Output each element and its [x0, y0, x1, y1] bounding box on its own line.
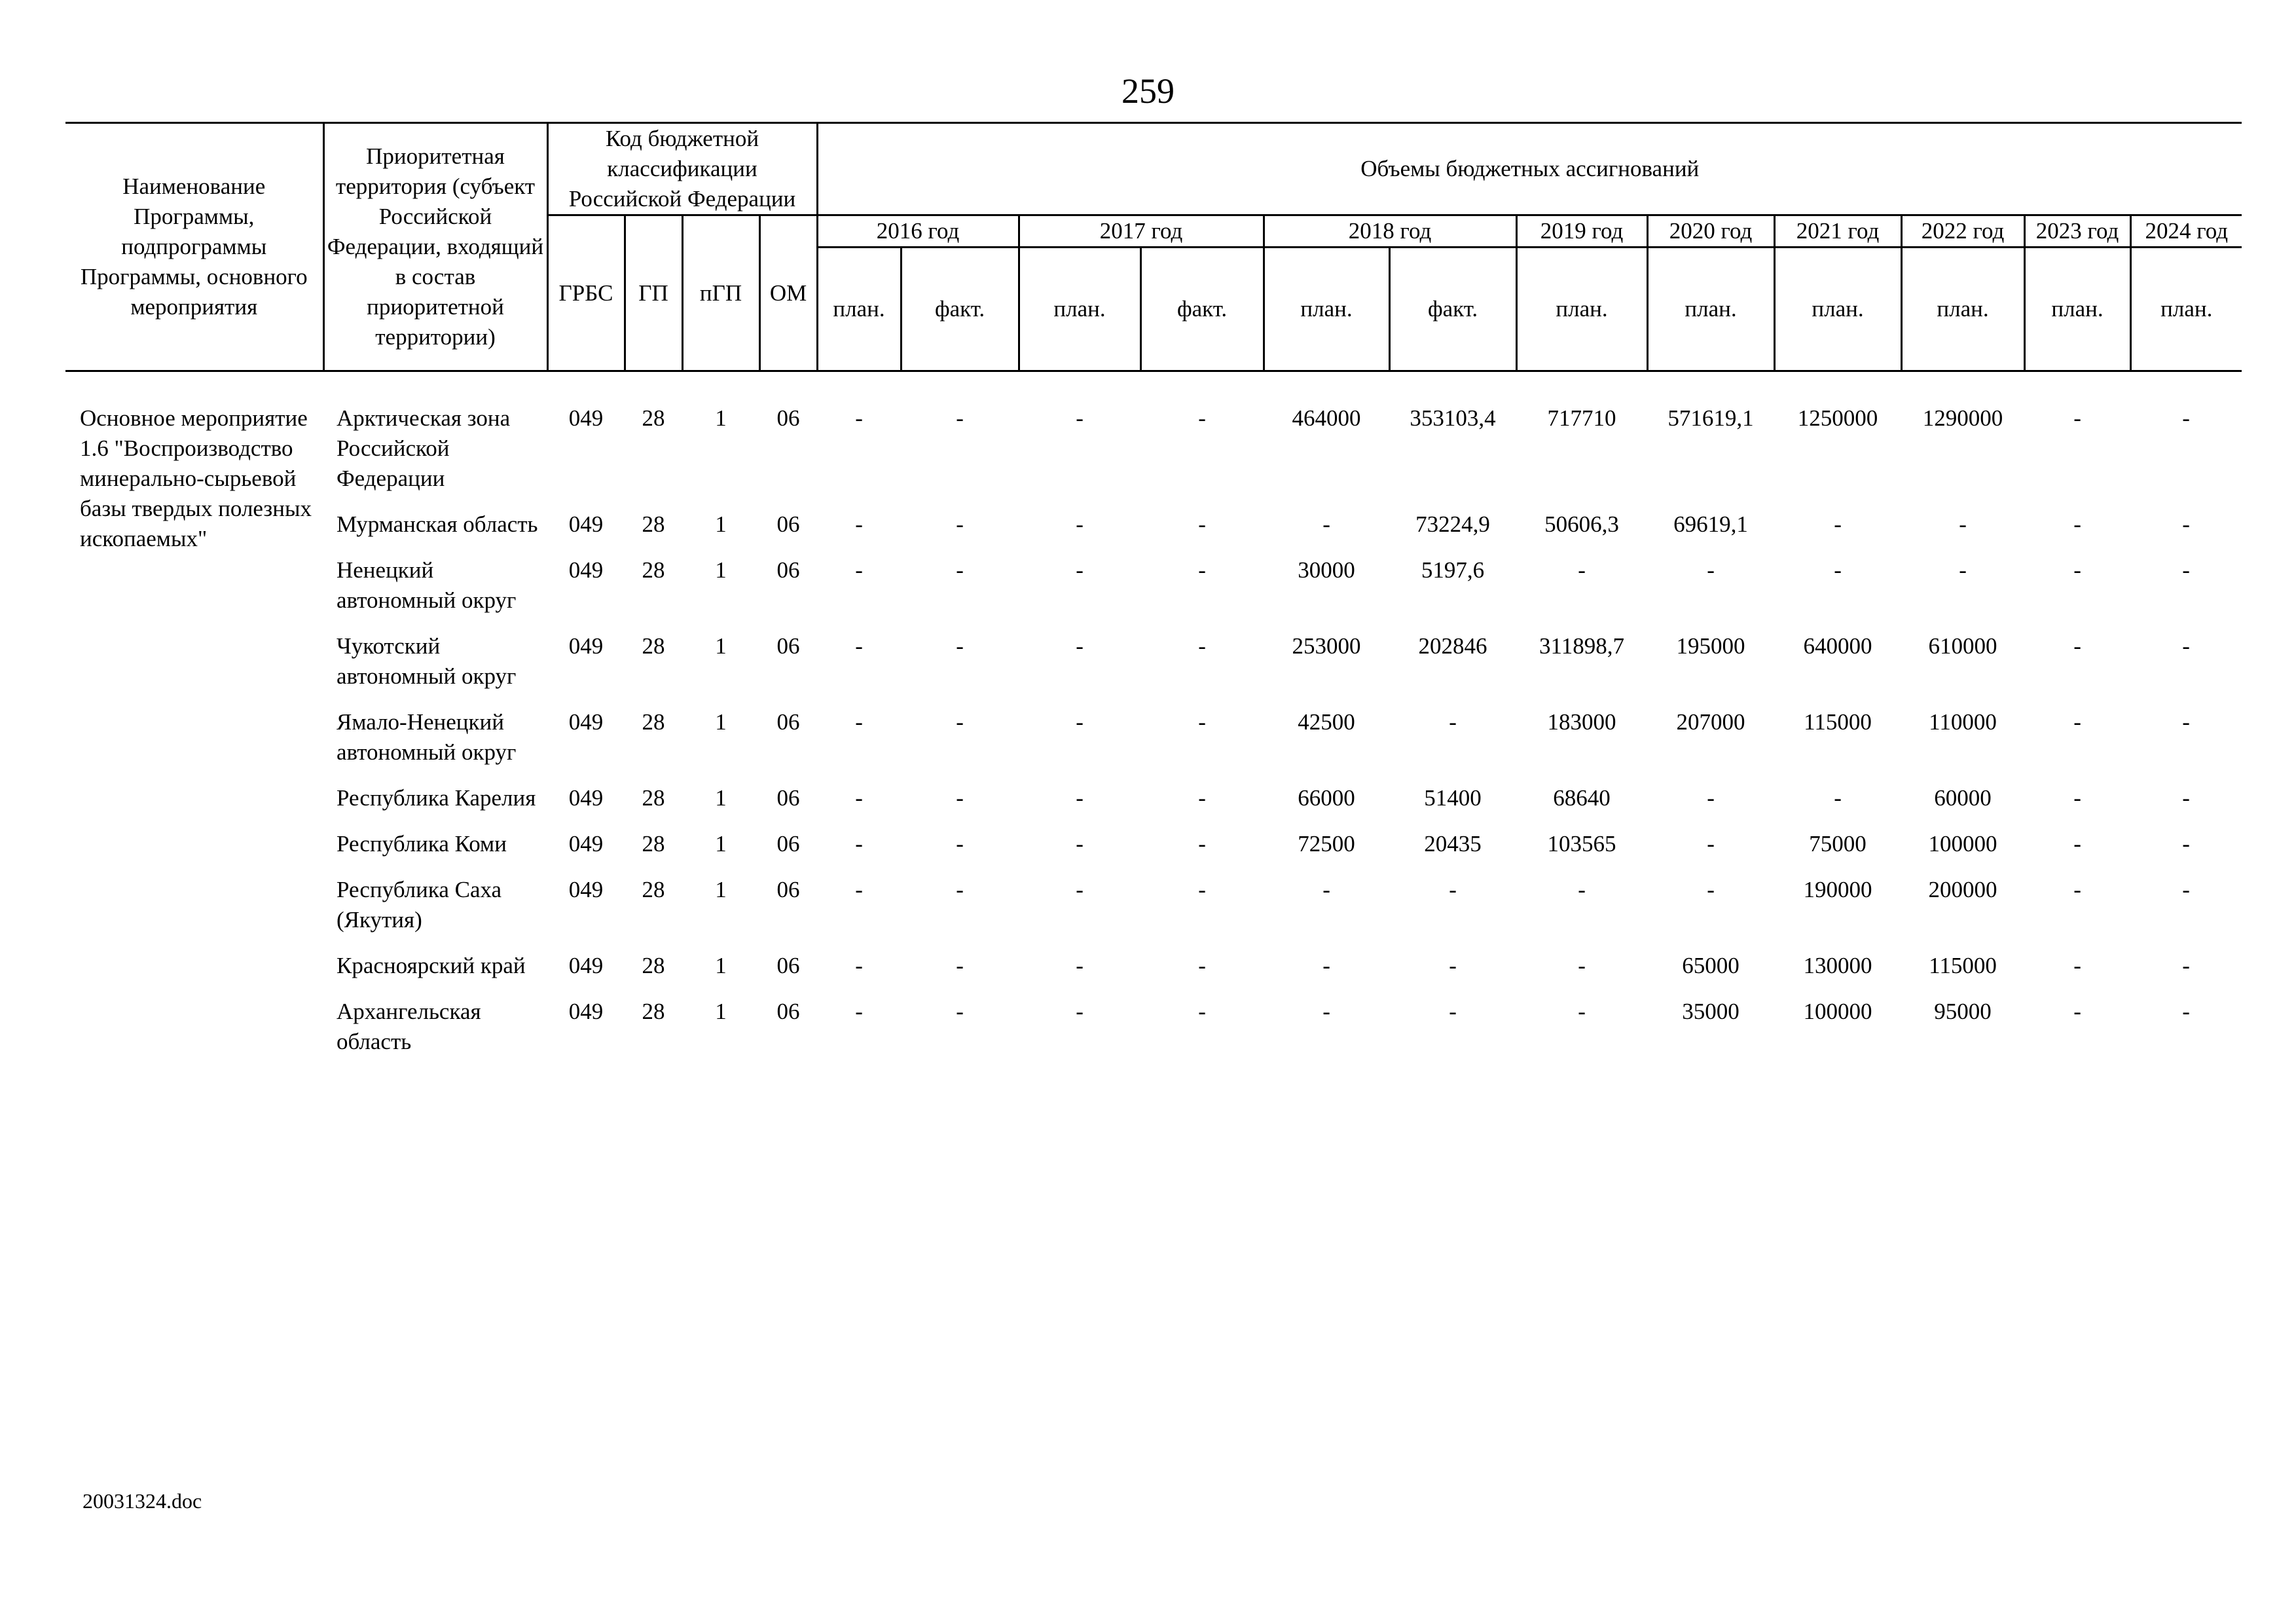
header-year-2024: 2024 год	[2130, 215, 2242, 248]
value-cell: 5197,6	[1421, 557, 1485, 583]
value-cell: 130000	[1803, 953, 1872, 978]
value-cell: 30000	[1298, 557, 1355, 583]
pgp-cell: 1	[715, 999, 727, 1024]
territory-cell: Красноярский край	[337, 953, 526, 978]
om-cell: 06	[776, 999, 800, 1024]
value-cell: 115000	[1929, 953, 1997, 978]
header-om: ОМ	[759, 215, 817, 371]
value-cell: -	[2073, 405, 2081, 431]
value-cell: -	[1076, 633, 1084, 659]
header-2019-plan: план.	[1516, 248, 1647, 371]
pgp-cell: 1	[715, 785, 727, 811]
value-cell: 311898,7	[1539, 633, 1624, 659]
grbs-cell: 049	[568, 953, 604, 978]
gp-cell: 28	[642, 633, 665, 659]
value-cell: -	[1198, 557, 1206, 583]
table-row	[65, 875, 2242, 951]
value-cell: 20435	[1424, 831, 1482, 857]
value-cell: -	[855, 877, 863, 902]
value-cell: -	[1076, 785, 1084, 811]
gp-cell: 28	[642, 785, 665, 811]
value-cell: 464000	[1292, 405, 1361, 431]
om-cell: 06	[776, 511, 800, 537]
value-cell: -	[1959, 557, 1967, 583]
table-body	[65, 371, 2242, 1073]
value-cell: -	[956, 999, 964, 1024]
table-row	[65, 707, 2242, 783]
value-cell: -	[2182, 633, 2190, 659]
gp-cell: 28	[642, 953, 665, 978]
value-cell: -	[1322, 953, 1330, 978]
grbs-cell: 049	[568, 633, 604, 659]
value-cell: -	[1198, 785, 1206, 811]
om-cell: 06	[776, 405, 800, 431]
value-cell: 68640	[1553, 785, 1611, 811]
value-cell: -	[1322, 999, 1330, 1024]
value-cell: -	[956, 633, 964, 659]
header-2021-plan: план.	[1774, 248, 1901, 371]
value-cell: -	[855, 633, 863, 659]
value-cell: -	[2182, 877, 2190, 902]
grbs-cell: 049	[568, 709, 604, 735]
header-year-2023: 2023 год	[2024, 215, 2130, 248]
value-cell: -	[2182, 785, 2190, 811]
value-cell: 110000	[1929, 709, 1997, 735]
value-cell: -	[956, 405, 964, 431]
header-2018-plan: план.	[1264, 248, 1389, 371]
pgp-cell: 1	[715, 953, 727, 978]
value-cell: -	[956, 877, 964, 902]
value-cell: -	[1707, 557, 1715, 583]
territory-cell: Чукотский автономный округ	[337, 633, 517, 689]
value-cell: 190000	[1803, 877, 1872, 902]
value-cell: -	[2073, 999, 2081, 1024]
value-cell: 610000	[1928, 633, 1997, 659]
om-cell: 06	[776, 877, 800, 902]
pgp-cell: 1	[715, 877, 727, 902]
value-cell: -	[2182, 557, 2190, 583]
value-cell: 1290000	[1922, 405, 2003, 431]
value-cell: 115000	[1804, 709, 1872, 735]
header-2016-fact: факт.	[901, 248, 1019, 371]
header-2017-plan: план.	[1019, 248, 1140, 371]
value-cell: -	[855, 709, 863, 735]
table-row	[65, 509, 2242, 555]
header-year-2016: 2016 год	[817, 215, 1019, 248]
value-cell: 66000	[1298, 785, 1355, 811]
territory-cell: Республика Коми	[337, 831, 507, 857]
value-cell: -	[2182, 405, 2190, 431]
grbs-cell: 049	[568, 557, 604, 583]
budget-allocations-table	[65, 122, 2242, 1073]
header-budget-code-group: Код бюджетной классификации Российской Федерации	[547, 123, 817, 215]
om-cell: 06	[776, 953, 800, 978]
om-cell: 06	[776, 633, 800, 659]
value-cell: -	[1449, 877, 1457, 902]
value-cell: 72500	[1298, 831, 1355, 857]
territory-cell: Архангельская область	[337, 999, 481, 1054]
value-cell: -	[1707, 831, 1715, 857]
value-cell: -	[1076, 877, 1084, 902]
value-cell: -	[2073, 557, 2081, 583]
territory-cell: Ненецкий автономный округ	[337, 557, 517, 613]
table-row	[65, 555, 2242, 631]
value-cell: 100000	[1928, 831, 1997, 857]
value-cell: 100000	[1803, 999, 1872, 1024]
value-cell: -	[2073, 633, 2081, 659]
value-cell: -	[2073, 877, 2081, 902]
value-cell: -	[1834, 511, 1842, 537]
value-cell: -	[956, 831, 964, 857]
header-year-2017: 2017 год	[1019, 215, 1264, 248]
value-cell: -	[2182, 709, 2190, 735]
value-cell: -	[956, 511, 964, 537]
value-cell: -	[1076, 999, 1084, 1024]
header-year-2020: 2020 год	[1647, 215, 1774, 248]
header-2018-fact: факт.	[1389, 248, 1516, 371]
value-cell: -	[2182, 953, 2190, 978]
value-cell: 73224,9	[1415, 511, 1490, 537]
value-cell: 75000	[1809, 831, 1867, 857]
value-cell: 207000	[1676, 709, 1745, 735]
value-cell: -	[1707, 785, 1715, 811]
value-cell: -	[956, 557, 964, 583]
value-cell: 195000	[1676, 633, 1745, 659]
om-cell: 06	[776, 785, 800, 811]
gp-cell: 28	[642, 405, 665, 431]
value-cell: 200000	[1928, 877, 1997, 902]
header-pgp: пГП	[682, 215, 759, 371]
header-program-name: Наименование Программы, подпрограммы Программы, основного мероприятия	[65, 123, 323, 371]
pgp-cell: 1	[715, 557, 727, 583]
header-grbs: ГРБС	[547, 215, 625, 371]
value-cell: -	[1076, 557, 1084, 583]
value-cell: -	[1959, 511, 1967, 537]
header-2023-plan: план.	[2024, 248, 2130, 371]
value-cell: -	[855, 557, 863, 583]
value-cell: -	[2073, 831, 2081, 857]
value-cell: -	[1198, 831, 1206, 857]
header-year-2018: 2018 год	[1264, 215, 1516, 248]
value-cell: -	[1578, 999, 1586, 1024]
value-cell: 183000	[1547, 709, 1616, 735]
grbs-cell: 049	[568, 511, 604, 537]
value-cell: -	[2073, 953, 2081, 978]
value-cell: -	[2182, 999, 2190, 1024]
om-cell: 06	[776, 557, 800, 583]
value-cell: -	[1198, 953, 1206, 978]
grbs-cell: 049	[568, 405, 604, 431]
value-cell: -	[855, 953, 863, 978]
table-row	[65, 631, 2242, 707]
gp-cell: 28	[642, 709, 665, 735]
value-cell: -	[1322, 877, 1330, 902]
value-cell: -	[1198, 999, 1206, 1024]
value-cell: 65000	[1682, 953, 1740, 978]
value-cell: 42500	[1298, 709, 1355, 735]
grbs-cell: 049	[568, 785, 604, 811]
pgp-cell: 1	[715, 831, 727, 857]
value-cell: -	[2182, 831, 2190, 857]
value-cell: -	[2073, 709, 2081, 735]
value-cell: -	[1076, 953, 1084, 978]
measure-name: Основное мероприятие 1.6 "Воспроизводство минерально-сырьевой базы твердых полезных ископаемых"	[80, 405, 312, 551]
value-cell: 1250000	[1797, 405, 1878, 431]
value-cell: 717710	[1547, 405, 1616, 431]
value-cell: -	[1076, 831, 1084, 857]
header-year-2022: 2022 год	[1901, 215, 2024, 248]
value-cell: -	[1076, 511, 1084, 537]
value-cell: -	[1076, 709, 1084, 735]
om-cell: 06	[776, 831, 800, 857]
header-2016-plan: план.	[817, 248, 901, 371]
table-row	[65, 829, 2242, 875]
value-cell: 640000	[1803, 633, 1872, 659]
territory-cell: Арктическая зона Российской Федерации	[337, 405, 511, 491]
grbs-cell: 049	[568, 999, 604, 1024]
value-cell: 202846	[1418, 633, 1487, 659]
value-cell: -	[2182, 511, 2190, 537]
header-year-2021: 2021 год	[1774, 215, 1901, 248]
value-cell: -	[1449, 953, 1457, 978]
value-cell: -	[1707, 877, 1715, 902]
header-2020-plan: план.	[1647, 248, 1774, 371]
value-cell: 60000	[1934, 785, 1992, 811]
value-cell: -	[855, 511, 863, 537]
table-row	[65, 997, 2242, 1073]
value-cell: 103565	[1547, 831, 1616, 857]
territory-cell: Республика Саха (Якутия)	[337, 877, 502, 932]
value-cell: 69619,1	[1673, 511, 1748, 537]
table-row	[65, 783, 2242, 829]
value-cell: -	[1198, 877, 1206, 902]
territory-cell: Ямало-Ненецкий автономный округ	[337, 709, 517, 765]
value-cell: -	[1449, 709, 1457, 735]
value-cell: -	[1076, 405, 1084, 431]
value-cell: -	[2073, 785, 2081, 811]
value-cell: 253000	[1292, 633, 1361, 659]
value-cell: 50606,3	[1544, 511, 1619, 537]
gp-cell: 28	[642, 511, 665, 537]
value-cell: -	[1578, 877, 1586, 902]
footer-document-id: 20031324.doc	[82, 1489, 202, 1513]
value-cell: -	[855, 785, 863, 811]
territory-cell: Республика Карелия	[337, 785, 536, 811]
pgp-cell: 1	[715, 709, 727, 735]
value-cell: -	[1198, 709, 1206, 735]
gp-cell: 28	[642, 999, 665, 1024]
value-cell: 353103,4	[1410, 405, 1496, 431]
pgp-cell: 1	[715, 405, 727, 431]
grbs-cell: 049	[568, 831, 604, 857]
table-row	[65, 951, 2242, 997]
grbs-cell: 049	[568, 877, 604, 902]
value-cell: 95000	[1934, 999, 1992, 1024]
header-budget-volumes-group: Объемы бюджетных ассигнований	[817, 123, 2242, 215]
pgp-cell: 1	[715, 633, 727, 659]
value-cell: -	[1198, 633, 1206, 659]
page-number: 259	[1121, 71, 1175, 111]
gp-cell: 28	[642, 877, 665, 902]
value-cell: 51400	[1424, 785, 1482, 811]
value-cell: -	[1578, 953, 1586, 978]
value-cell: 571619,1	[1667, 405, 1754, 431]
header-gp: ГП	[625, 215, 682, 371]
table-row	[65, 403, 2242, 509]
gp-cell: 28	[642, 831, 665, 857]
header-2024-plan: план.	[2130, 248, 2242, 371]
value-cell: -	[1834, 557, 1842, 583]
value-cell: -	[855, 999, 863, 1024]
header-2017-fact: факт.	[1140, 248, 1264, 371]
pgp-cell: 1	[715, 511, 727, 537]
value-cell: -	[1322, 511, 1330, 537]
value-cell: -	[956, 709, 964, 735]
value-cell: -	[855, 831, 863, 857]
value-cell: -	[2073, 511, 2081, 537]
value-cell: -	[956, 953, 964, 978]
value-cell: -	[855, 405, 863, 431]
value-cell: -	[956, 785, 964, 811]
header-year-2019: 2019 год	[1516, 215, 1647, 248]
value-cell: -	[1834, 785, 1842, 811]
value-cell: -	[1198, 511, 1206, 537]
value-cell: 35000	[1682, 999, 1740, 1024]
header-priority-territory: Приоритетная территория (субъект Российской Федерации, входящий в состав приоритетной территории)	[323, 123, 547, 371]
value-cell: -	[1578, 557, 1586, 583]
territory-cell: Мурманская область	[337, 511, 538, 537]
gp-cell: 28	[642, 557, 665, 583]
value-cell: -	[1198, 405, 1206, 431]
value-cell: -	[1449, 999, 1457, 1024]
om-cell: 06	[776, 709, 800, 735]
header-2022-plan: план.	[1901, 248, 2024, 371]
